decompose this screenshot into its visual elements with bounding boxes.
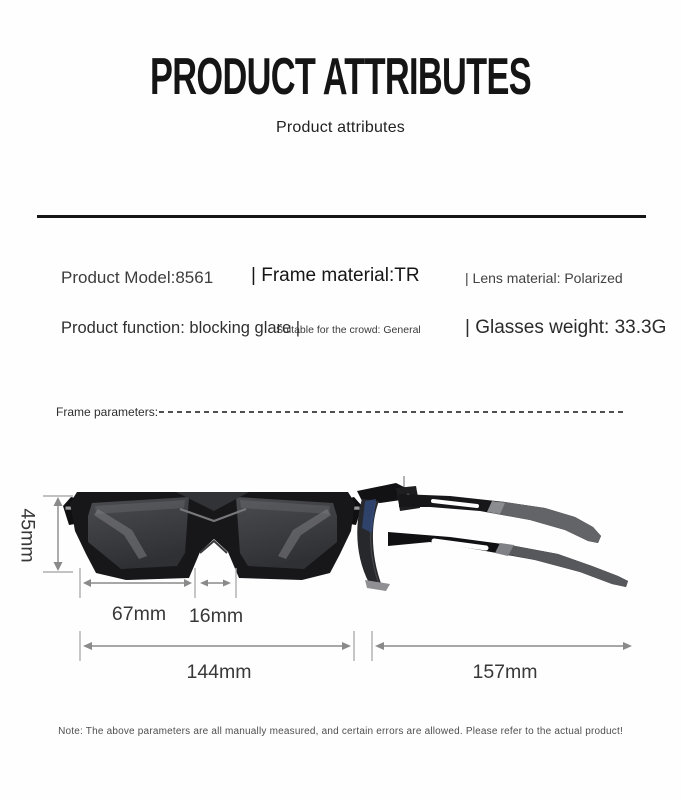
- sunglasses-front-view: [63, 492, 362, 580]
- lens-height-label: 45mm: [16, 508, 39, 563]
- lower-temple-gray-end: [500, 544, 628, 587]
- spec-product-model: Product Model:8561: [61, 268, 214, 287]
- dashed-separator: [159, 411, 627, 413]
- temple-length-arrow: [372, 631, 632, 661]
- page-subtitle: Product attributes: [276, 119, 405, 136]
- spec-lens-material: | Lens material: Polarized: [465, 270, 623, 286]
- frame-width-label: 144mm: [186, 661, 252, 683]
- bridge-width-arrow: [200, 568, 236, 598]
- bridge-width-label: 16mm: [188, 605, 244, 627]
- lens-width-label: 67mm: [111, 603, 167, 625]
- frame-parameters-label: Frame parameters:: [56, 405, 159, 419]
- page-title: PRODUCT ATTRIBUTES: [150, 48, 531, 106]
- divider-line: [37, 215, 646, 218]
- spec-suitable-crowd: Suitable for the crowd: General: [276, 324, 421, 336]
- upper-temple-gray-end: [492, 501, 601, 543]
- frame-width-arrow: [80, 631, 354, 661]
- note-text: Note: The above parameters are all manually measured, and certain errors are allowed. Please refer to the actual product!: [58, 726, 623, 737]
- spec-glasses-weight: | Glasses weight: 33.3G: [465, 317, 667, 338]
- sunglasses-side-view: [357, 476, 628, 591]
- temple-length-label: 157mm: [472, 661, 538, 683]
- spec-product-function: Product function: blocking glare |: [61, 319, 301, 337]
- sunglasses-diagram: [0, 450, 681, 700]
- spec-frame-material: | Frame material:TR: [251, 265, 420, 286]
